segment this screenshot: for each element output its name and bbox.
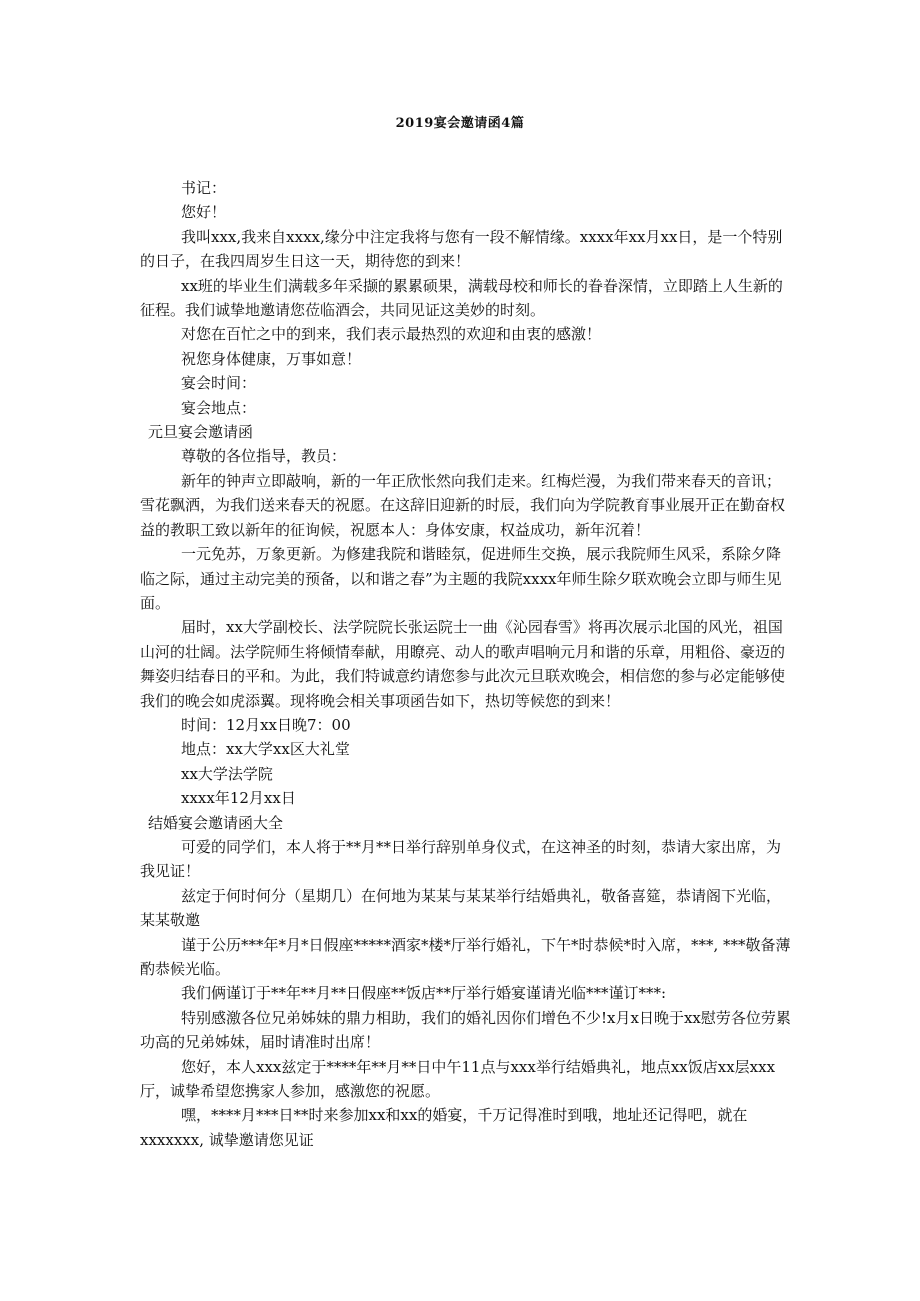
letter2-paragraph: 一元免苏，万象更新。为修建我院和谐睦氛，促进师生交换，展示我院师生风采，系除夕降临之际，通过主动完美的预备，以和谐之春”为主题的我院xxxx年师生除夕联欢晚会立即与师生见面。 (140, 545, 782, 612)
letter1-salutation: 书记： (181, 179, 227, 197)
section-heading: 结婚宴会邀请函大全 (148, 813, 284, 832)
letter2-date: xxxx年12月xx日 (181, 789, 296, 808)
letter1-time-label: 宴会时间： (181, 374, 257, 393)
letter3-paragraph: 嘿，****月***日**时来参加xx和xx的婚宴，千万记得准时到哦，地址还记得吧，就在xxxxxxx, 诚挚邀请您见证 (140, 1106, 748, 1149)
letter1-paragraph: 对您在百忙之中的到来，我们表示最热烈的欢迎和由衷的感激！ (181, 325, 602, 344)
letter2-salutation: 尊敬的各位指导，教员： (181, 447, 347, 466)
letter3-paragraph: 我们俩谨订于**年**月**日假座**饭店**厅举行婚宴谨请光临***谨订***: (181, 984, 667, 1003)
letter1-paragraph: 祝您身体健康，万事如意！ (181, 349, 362, 368)
letter2-place: 地点：xx大学xx区大礼堂 (181, 740, 350, 759)
letter3-paragraph: 您好，本人xxx兹定于****年**月**日中午11点与xxx举行结婚典礼，地点xx饭店xx层xxx厅，诚挚希望您携家人参加，感激您的祝愿。 (140, 1057, 776, 1101)
letter3-paragraph: 谨于公历***年*月*日假座*****酒家*楼*厅举行婚礼，下午*时恭候*时入席，***, ***敬备薄酌恭候光临。 (140, 935, 791, 978)
letter1-paragraph: xx班的毕业生们满载多年采撷的累累硕果，满载母校和师长的眷眷深情，立即踏上人生新的征程。我们诚挚地邀请您莅临酒会，共同见证这美妙的时刻。 (140, 276, 783, 320)
letter3-paragraph: 兹定于何时何分（星期几）在何地为某某与某某举行结婚典礼，敬备喜筵，恭请阁下光临，某某敬邀 (140, 886, 782, 930)
letter3-paragraph: 特别感激各位兄弟姊妹的鼎力相助，我们的婚礼因你们增色不少!x月x日晚于xx慰劳各位劳累功高的兄弟姊妹，届时请准时出席！ (140, 1008, 791, 1052)
document-body (140, 176, 792, 1152)
letter2-paragraph: 届时，xx大学副校长、法学院院长张运院士一曲《沁园春雪》将再次展示北国的风光，祖国山河的壮阔。法学院师生将倾情奉献，用瞭亮、动人的歌声唱响元月和谐的乐章，用粗俗、豪迈的舞姿归结春日的平和。为此，我们特诚意约请您参与此次元旦联欢晚会，相信您的参与必定能够使我们的晚会如虎添翼。现将晚会相关事项函告如下，热切等候您的到来！ (140, 618, 786, 710)
letter2-time: 时间：12月xx日晚7：00 (181, 715, 351, 734)
letter3-paragraph: 可爱的同学们，本人将于**月**日举行辞别单身仪式，在这神圣的时刻，恭请大家出席，为我见证！ (140, 837, 782, 881)
letter1-greeting: 您好！ (181, 203, 227, 222)
section-heading: 元旦宴会邀请函 (148, 423, 254, 442)
letter1-paragraph: 我叫xxx,我来自xxxx,缘分中注定我将与您有一段不解情缘。xxxx年xx月xx日，是一个特别的日子，在我四周岁生日这一天，期待您的到来！ (140, 227, 783, 271)
letter2-organizer: xx大学法学院 (181, 764, 273, 783)
letter2-paragraph: 新年的钟声立即敲响，新的一年正欣怅然向我们走来。红梅烂漫，为我们带来春天的音讯；雪花飘洒，为我们送来春天的祝愿。在这辞旧迎新的时辰，我们向为学院教育事业展开正在勤奋权益的教职工致以新年的征询候，祝愿本人：身体安康，权益成功，新年沉着！ (140, 471, 786, 539)
letter1-place-label: 宴会地点： (181, 398, 257, 417)
document-title: 2019宴会邀请函4篇 (395, 116, 525, 131)
